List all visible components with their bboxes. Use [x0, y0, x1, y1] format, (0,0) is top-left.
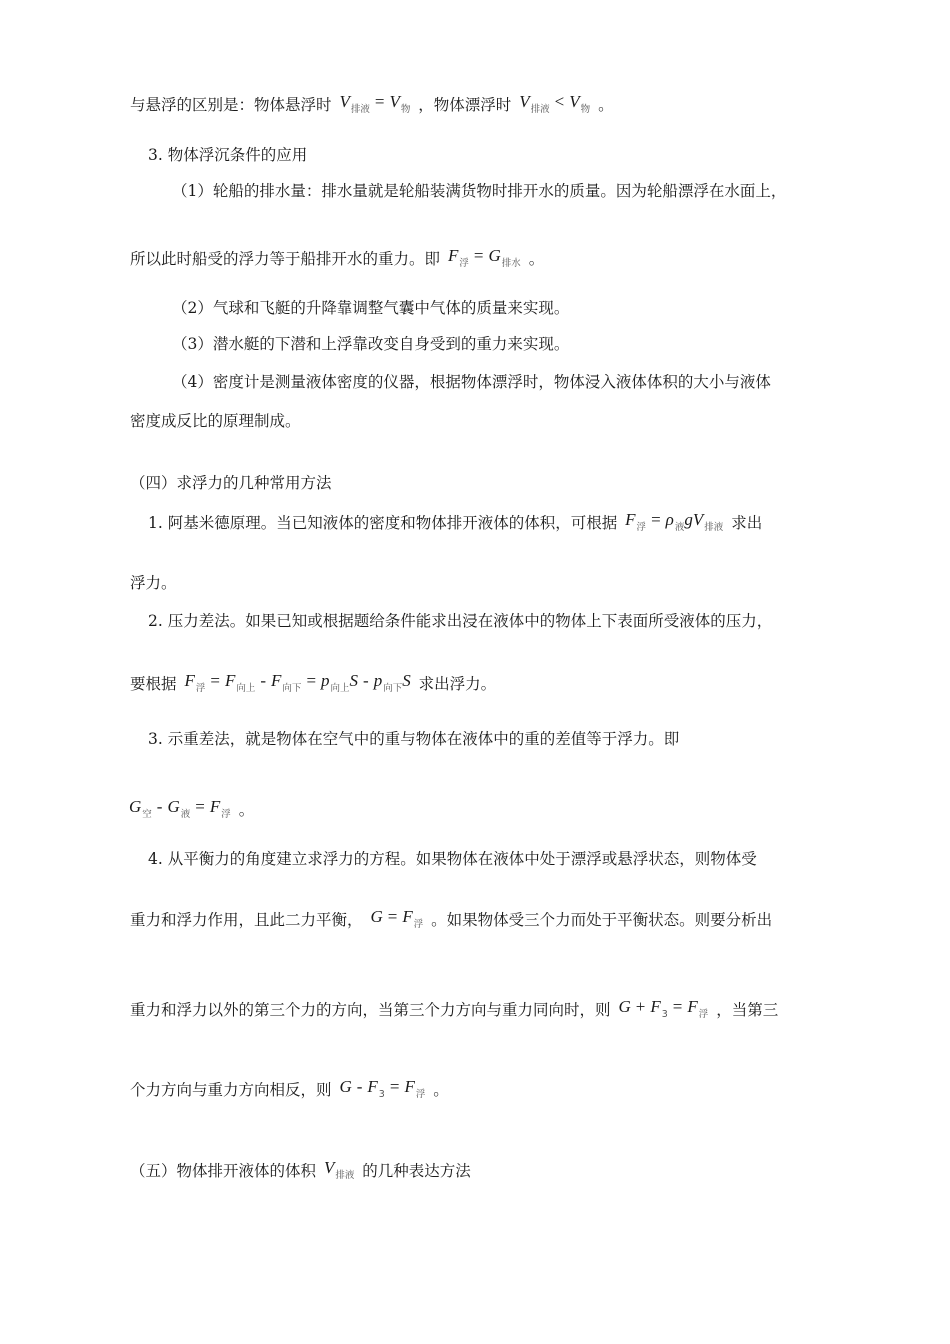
text-line: 密度成反比的原理制成。 — [130, 412, 301, 430]
formula-g-equals-f-buoy: $G = F_浮$ — [370, 907, 424, 930]
text-line — [126, 796, 254, 826]
text-line — [130, 1076, 449, 1106]
text-segment: 所以此时船受的浮力等于船排开水的重力。即 — [130, 250, 441, 268]
section-heading: 3. 物体浮沉条件的应用 — [148, 146, 308, 164]
text-segment: 1. 阿基米德原理。当已知液体的密度和物体排开液体的体积，可根据 — [148, 514, 618, 532]
text-line: （2）气球和飞艇的升降靠调整气囊中气体的质量来实现。 — [172, 299, 570, 317]
text-line: 浮力。 — [130, 574, 177, 592]
text-segment: 。如果物体受三个力而处于平衡状态。则要分析出 — [431, 911, 773, 929]
text-line — [130, 996, 778, 1026]
text-segment: 求出 — [731, 514, 763, 532]
section-heading — [130, 1157, 471, 1187]
text-segment: 要根据 — [130, 675, 177, 693]
text-segment: 求出浮力。 — [418, 675, 497, 693]
text-segment: ，当第三 — [716, 1001, 779, 1019]
text-segment: 重力和浮力以外的第三个力的方向，当第三个力方向与重力同向时，则 — [130, 1001, 611, 1019]
text-line: （4）密度计是测量液体密度的仪器，根据物体漂浮时，物体浸入液体体积的大小与液体 — [172, 373, 771, 391]
text-line — [148, 509, 762, 539]
text-segment: ，物体漂浮时 — [418, 96, 512, 114]
text-line: 3. 示重差法，就是物体在空气中的重与物体在液体中的重的差值等于浮力。即 — [148, 730, 680, 748]
section-heading: （四）求浮力的几种常用方法 — [130, 474, 332, 492]
text-line — [130, 245, 544, 275]
formula-f-buoy-equals-g-displaced-water: $F_浮 = G_{排水}$ — [447, 246, 521, 269]
text-line: （1）轮船的排水量：排水量就是轮船装满货物时排开水的质量。因为轮船漂浮在水面上， — [172, 182, 787, 200]
text-segment: 。 — [528, 250, 545, 268]
text-segment: 。 — [598, 96, 614, 114]
formula-v-displaced-less-v-object: $V_{排液} < V_物$ — [519, 92, 591, 115]
formula-weight-difference: $G_空 - G_液 = F_浮$ — [129, 797, 231, 820]
text-segment: 的几种表达方法 — [362, 1162, 471, 1180]
text-segment: 重力和浮力作用，且此二力平衡， — [130, 911, 363, 929]
text-line: （3）潜水艇的下潜和上浮靠改变自身受到的重力来实现。 — [172, 335, 570, 353]
formula-archimedes: $F_浮 = \rho_液gV_{排液}$ — [625, 510, 724, 533]
formula-g-plus-f3: $G + F_3 = F_浮$ — [618, 997, 709, 1020]
text-segment: 个力方向与重力方向相反，则 — [130, 1081, 332, 1099]
formula-pressure-difference: $F_浮 = F_{向上} - F_{向下} = p_{向上}S - p_{向下}S$ — [184, 671, 411, 694]
formula-v-displaced-equals-v-object: $V_{排液} = V_物$ — [339, 92, 411, 115]
text-segment: （五）物体排开液体的体积 — [130, 1162, 317, 1180]
text-line — [130, 91, 614, 121]
text-segment: 。 — [433, 1081, 449, 1099]
formula-v-displaced: $V_{排液}$ — [323, 1158, 355, 1181]
text-line — [130, 670, 496, 700]
text-line: 4. 从平衡力的角度建立求浮力的方程。如果物体在液体中处于漂浮或悬浮状态，则物体受 — [148, 850, 757, 868]
text-segment: 与悬浮的区别是：物体悬浮时 — [130, 96, 332, 114]
text-segment: 。 — [238, 801, 255, 819]
text-line: 2. 压力差法。如果已知或根据题给条件能求出浸在液体中的物体上下表面所受液体的压力， — [148, 612, 773, 630]
text-line — [130, 906, 772, 936]
formula-g-minus-f3: $G - F_3 = F_浮$ — [339, 1077, 426, 1100]
